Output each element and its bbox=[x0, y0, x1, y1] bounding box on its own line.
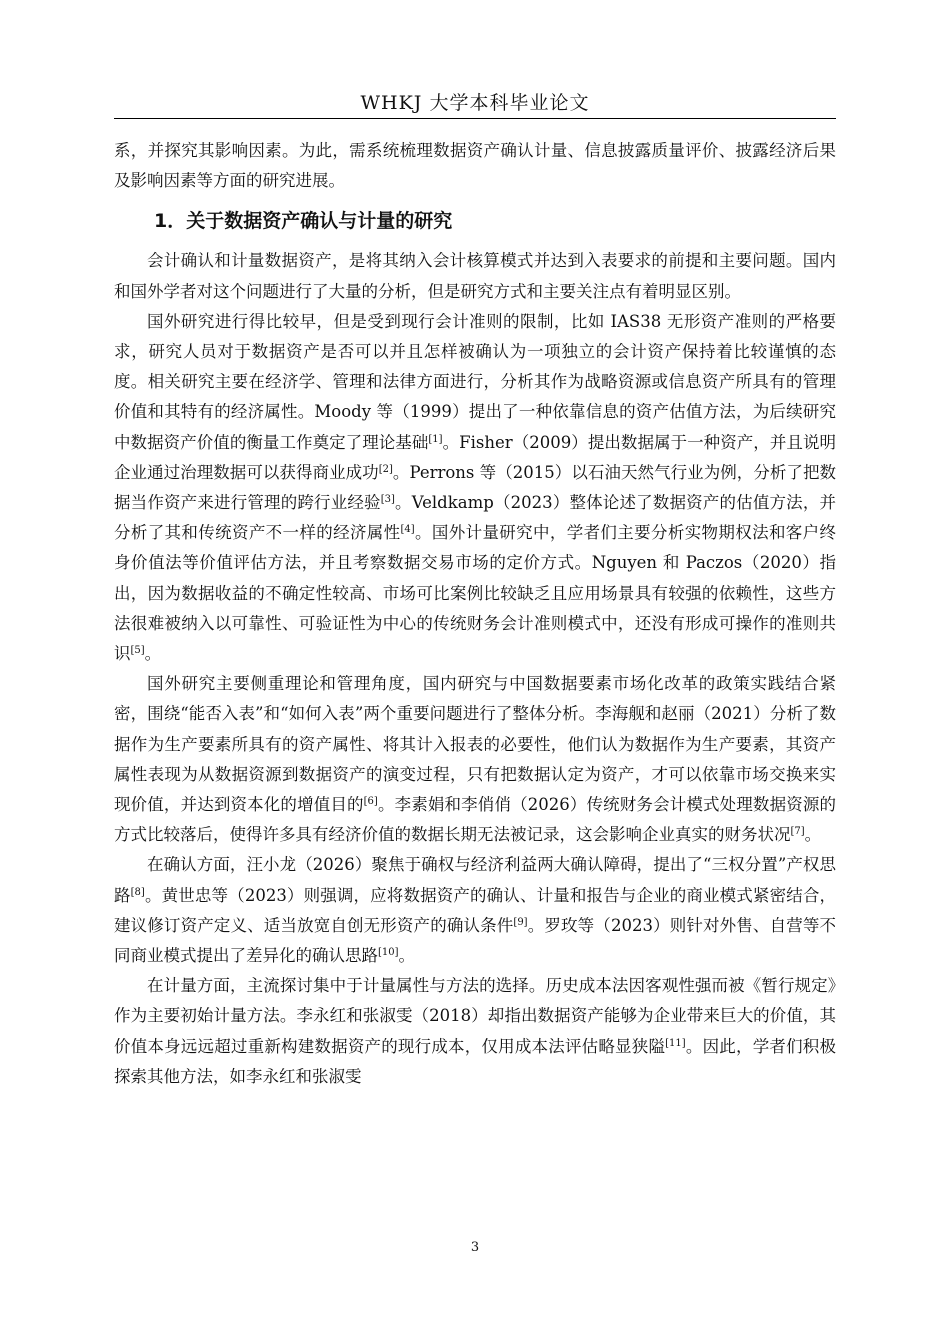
page-header bbox=[114, 88, 836, 119]
citation-ref: [1] bbox=[428, 433, 443, 445]
paragraph-text: 。因此，学者们积极探索其他方法，如李永红和张淑雯 bbox=[114, 1036, 837, 1086]
body-paragraph bbox=[114, 246, 836, 306]
section-paragraphs bbox=[114, 246, 836, 1092]
paragraph-text: 。 bbox=[804, 825, 822, 845]
paragraph-text: 。李素娟和李俏俏（2026）传统财务会计模式处理数据资源的方式比较落后，使得许多具有经济价值的数据长期无法被记录，这会影响企业真实的财务状况 bbox=[114, 795, 836, 845]
citation-ref: [10] bbox=[378, 947, 399, 959]
citation-ref: [5] bbox=[130, 645, 145, 657]
paragraph-text: 。罗玫等（2023）则针对外售、自营等不同商业模式提出了差异化的确认思路 bbox=[114, 915, 837, 966]
citation-ref: [9] bbox=[513, 916, 528, 928]
body-paragraph bbox=[114, 307, 836, 669]
header-title: WHKJ 大学本科毕业论文 bbox=[360, 92, 590, 114]
paragraph-text: 在确认方面，汪小龙（2026）聚焦于确权与经济利益两大确认障碍，提出了“三权分置”产权思路 bbox=[114, 855, 836, 905]
paragraph-text: 。国外计量研究中，学者们主要分析实物期权法和客户终身价值法等价值评估方法，并且考察数据交易市场的定价方式。Nguyen 和 Paczos（2020）指出，因为数据收益的不确定性较高、市场可比案例比较缺乏且应用场景具有较强的依赖性，这些方法很难被纳入以可靠性、可验证性为中心的传统财务会计准则模式中，还没有形成可操作的准则共识 bbox=[114, 523, 837, 664]
page-number: 3 bbox=[470, 1240, 480, 1255]
citation-ref: [8] bbox=[130, 886, 145, 898]
citation-ref: [3] bbox=[380, 494, 395, 506]
paragraph-text: 国外研究进行得比较早，但是受到现行会计准则的限制，比如 IAS38 无形资产准则的严格要求，研究人员对于数据资产是否可以并且怎样被确认为一项独立的会计资产保持着比较谨慎的态度。相关研究主要在经济学、管理和法律方面进行，分析其作为战略资源或信息资产所具有的管理价值和其特有的经济属性。Moody 等（1999）提出了一种依靠信息的资产估值方法，为后续研究中数据资产价值的衡量工作奠定了理论基础 bbox=[114, 311, 836, 452]
paragraph-text: 在计量方面，主流探讨集中于计量属性与方法的选择。历史成本法因客观性强而被《暂行规定》作为主要初始计量方法。李永红和张淑雯（2018）却指出数据资产能够为企业带来巨大的价值，其价值本身远远超过重新构建数据资产的现行成本，仅用成本法评估略显狭隘 bbox=[114, 976, 836, 1056]
paragraph-text: 会计确认和计量数据资产，是将其纳入会计核算模式并达到入表要求的前提和主要问题。国内和国外学者对这个问题进行了大量的分析，但是研究方式和主要关注点有着明显区别。 bbox=[114, 251, 836, 301]
citation-ref: [2] bbox=[378, 463, 393, 475]
paragraph-text: 国外研究主要侧重理论和管理角度，国内研究与中国数据要素市场化改革的政策实践结合紧密，围绕“能否入表”和“如何入表”两个重要问题进行了整体分析。李海舰和赵丽（2021）分析了数据作为生产要素所具有的资产属性、将其计入报表的必要性，他们认为数据作为生产要素，其资产属性表现为从数据资源到数据资产的演变过程，只有把数据认定为资产，才可以依靠市场交换来实现价值，并达到资本化的增值目的 bbox=[114, 674, 836, 815]
paragraph-text: 。 bbox=[398, 946, 416, 966]
citation-ref: [11] bbox=[665, 1037, 686, 1049]
paragraph-text: 。黄世忠等（2023）则强调，应将数据资产的确认、计量和报告与企业的商业模式紧密结合，建议修订资产定义、适当放宽自创无形资产的确认条件 bbox=[114, 885, 837, 935]
intro-paragraphs bbox=[114, 136, 836, 196]
paragraph-text: 。 bbox=[144, 644, 162, 664]
paragraph-text: 。Perrons 等（2015）以石油天然气行业为例，分析了把数据当作资产来进行管理的跨行业经验 bbox=[114, 462, 836, 513]
section-heading: 1．关于数据资产确认与计量的研究 bbox=[154, 210, 453, 233]
paragraph-text: 系，并探究其影响因素。为此，需系统梳理数据资产确认计量、信息披露质量评价、披露经济后果及影响因素等方面的研究进展。 bbox=[114, 141, 836, 191]
page-body bbox=[114, 136, 836, 1092]
body-paragraph bbox=[114, 850, 836, 971]
citation-ref: [6] bbox=[363, 796, 378, 808]
body-paragraph bbox=[114, 669, 836, 850]
paragraph-text: 。Veldkamp（2023）整体论述了数据资产的估值方法，并分析了其和传统资产不一样的经济属性 bbox=[114, 493, 836, 543]
body-paragraph bbox=[114, 971, 836, 1092]
citation-ref: [7] bbox=[790, 826, 805, 838]
citation-ref: [4] bbox=[400, 524, 415, 536]
body-paragraph bbox=[114, 136, 836, 196]
paragraph-text: 。Fisher（2009）提出数据属于一种资产，并且说明企业通过治理数据可以获得商业成功 bbox=[114, 432, 836, 482]
